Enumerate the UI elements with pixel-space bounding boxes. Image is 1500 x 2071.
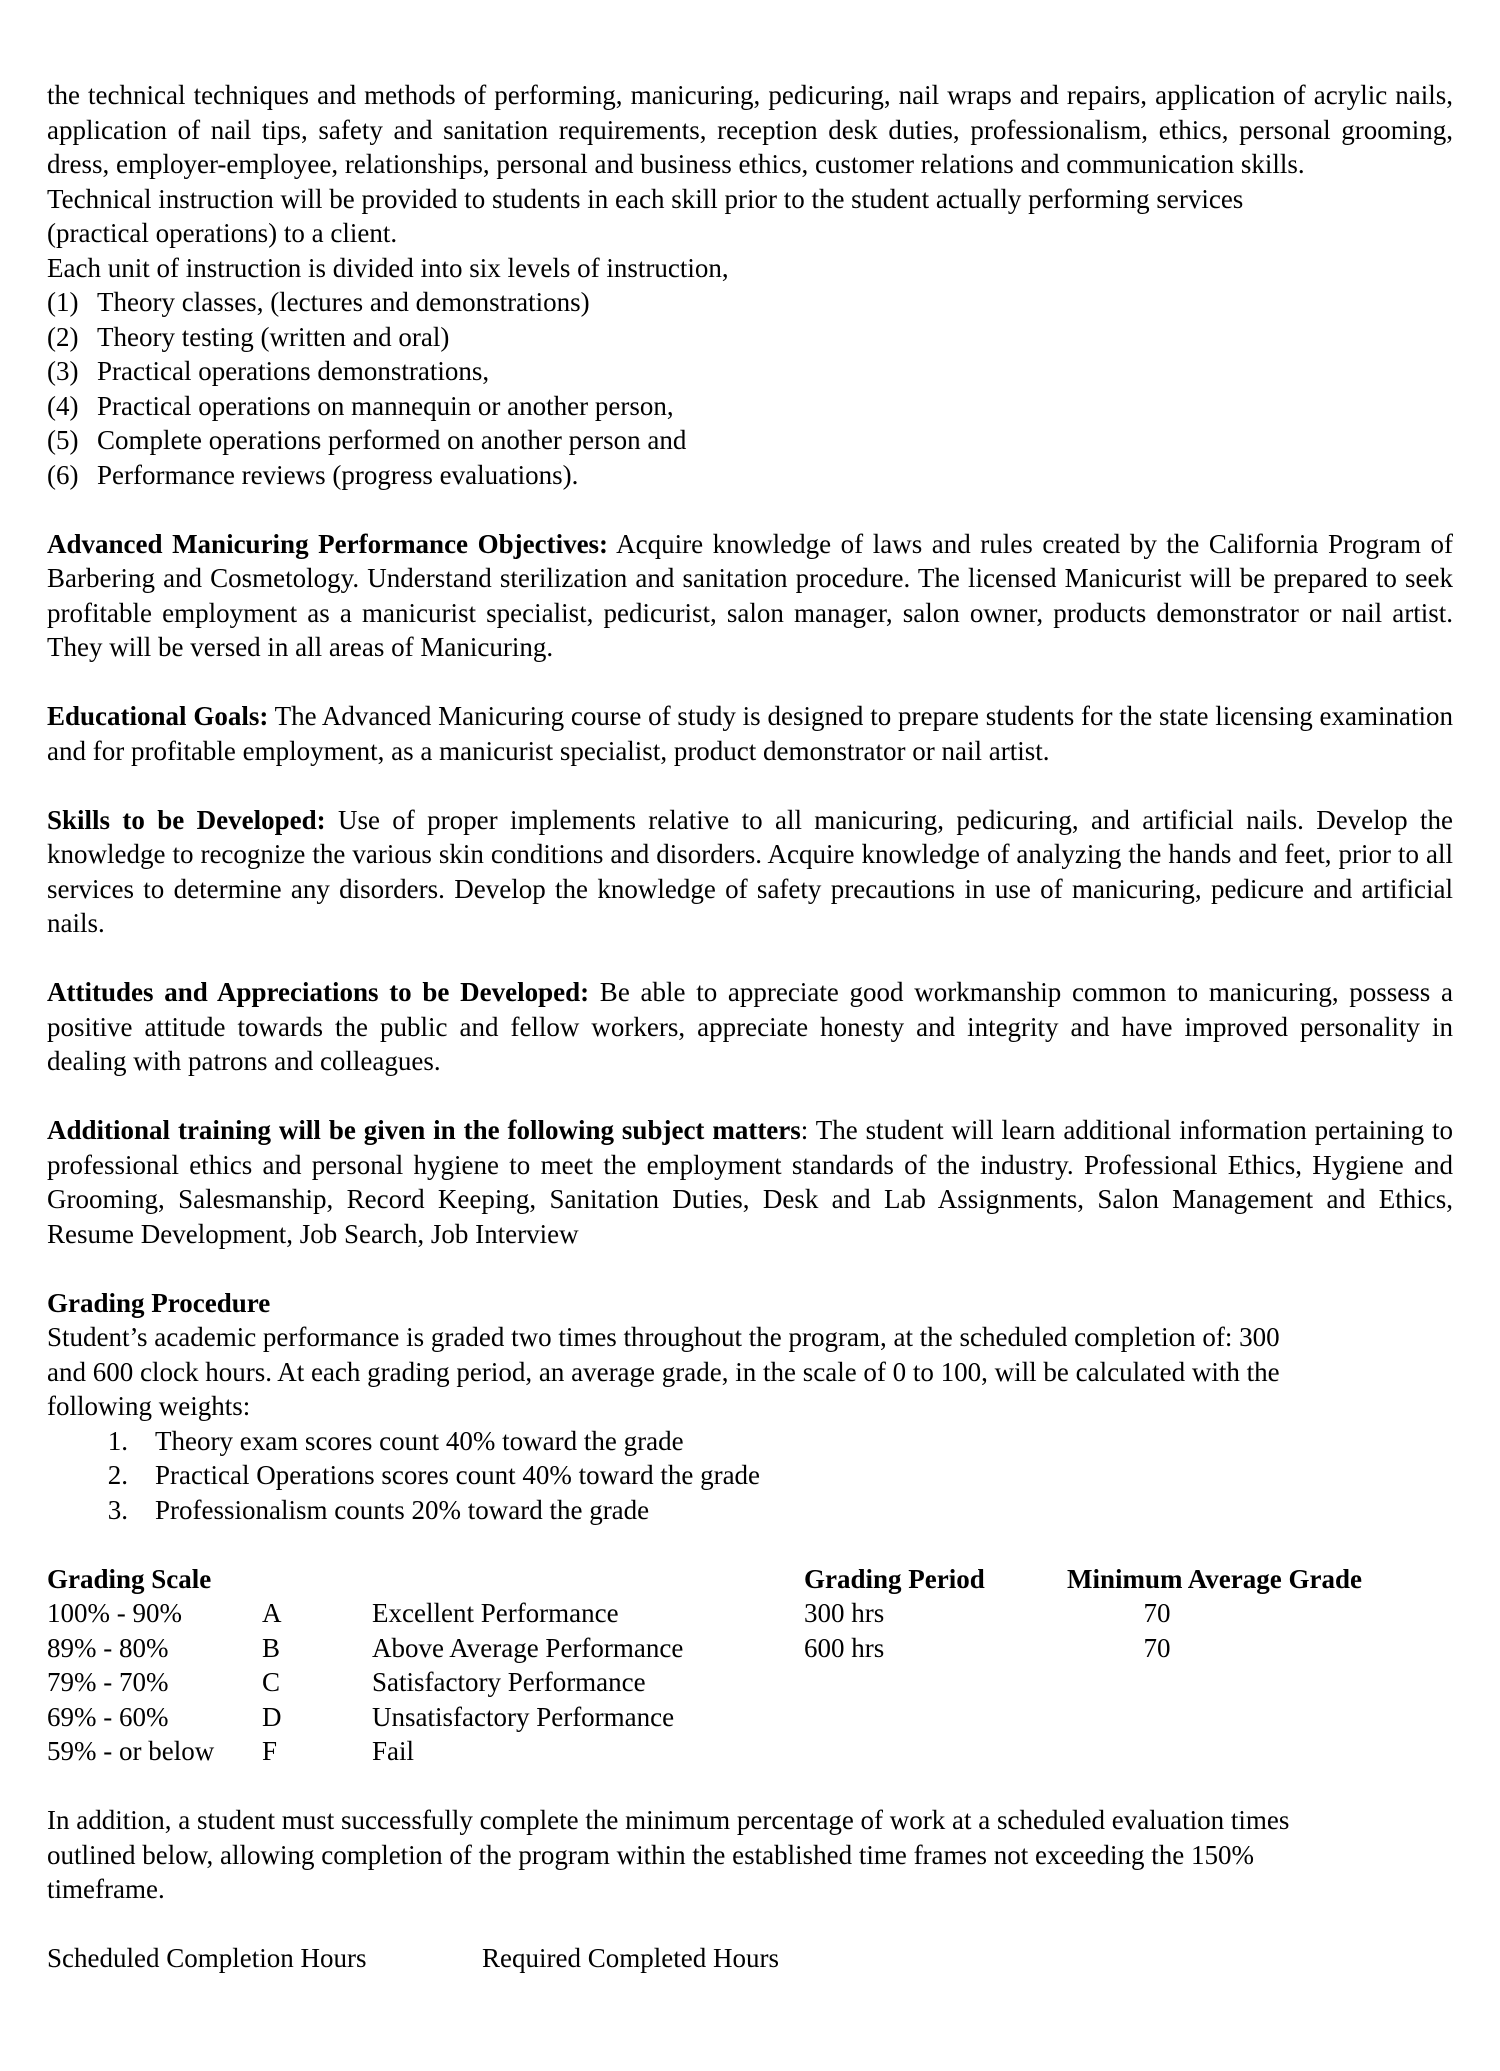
section-skills <box>47 803 1453 941</box>
grading-period: 300 hrs <box>804 1598 885 1628</box>
list-item <box>47 354 1453 389</box>
intro-text: the technical techniques and methods of performing, manicuring, pedicuring, nail wraps and repairs, application of acrylic nails, application of nail tips, safety and sanitation requirements, reception desk duties, professionalism, ethics, personal grooming, dress, employer-employee, relationships, personal and business ethics, customer relations and communication skills. <box>47 80 1453 179</box>
list-item <box>47 1424 1453 1459</box>
section-heading: Skills to be Developed: <box>47 804 326 835</box>
grade-range: 79% - 70% <box>47 1667 169 1697</box>
hours-table-header <box>47 1941 1453 1976</box>
section-heading: Attitudes and Appreciations to be Developed: <box>47 977 590 1007</box>
addition-paragraph <box>47 1803 1453 1907</box>
required-completed-hours-heading: Required Completed Hours <box>482 1943 779 1973</box>
grade-range: 59% - or below <box>47 1736 215 1766</box>
grade-range: 100% - 90% <box>47 1598 182 1628</box>
section-performance-objectives <box>47 527 1453 665</box>
spacer <box>47 1527 1453 1562</box>
spacer <box>47 665 1453 700</box>
level-text: Performance reviews (progress evaluations). <box>97 459 579 490</box>
grade-description: Unsatisfactory Performance <box>372 1701 675 1732</box>
grading-procedure-line-3: following weights: <box>47 1391 251 1421</box>
addition-line-1: In addition, a student must successfully complete the minimum percentage of work at a scheduled evaluation times <box>47 1805 1290 1835</box>
grade-letter: D <box>262 1701 282 1732</box>
grading-period: 600 hrs <box>804 1632 885 1663</box>
level-text: Practical operations on mannequin or another person, <box>97 390 674 421</box>
document-page <box>47 78 1453 1976</box>
spacer <box>47 1769 1453 1804</box>
grade-letter: A <box>262 1598 282 1628</box>
addition-line-3: timeframe. <box>47 1874 165 1904</box>
level-number: (1) <box>47 287 79 317</box>
section-body: Acquire knowledge of laws and rules created by the California Program of Barbering and Cosmetology. Understand sterilization and sanitation procedure. The licensed Manicurist will be prepared to seek profitable employment as a manicurist specialist, pedicurist, salon manager, salon owner, products demonstrator or nail artist. They will be versed in all areas of Manicuring. <box>47 528 1453 662</box>
list-item <box>47 285 1453 320</box>
weight-text: Professionalism counts 20% toward the grade <box>155 1494 650 1525</box>
technical-instruction-line-2: (practical operations) to a client. <box>47 218 398 248</box>
list-item <box>47 389 1453 424</box>
table-row <box>47 1700 1453 1735</box>
weight-number: 3. <box>107 1494 128 1525</box>
section-heading: Additional training will be given in the following subject matters <box>47 1115 801 1145</box>
section-attitudes <box>47 975 1453 1079</box>
levels-intro: Each unit of instruction is divided into six levels of instruction, <box>47 252 729 283</box>
addition-line-2: outlined below, allowing completion of the program within the established time frames not exceeding the 150% <box>47 1839 1254 1870</box>
technical-instruction-paragraph <box>47 182 1453 286</box>
grading-procedure-line-1: Student’s academic performance is graded two times throughout the program, at the scheduled completion of: 300 <box>47 1322 1280 1352</box>
instruction-levels-list <box>47 285 1453 492</box>
grading-scale-table <box>47 1562 1453 1769</box>
minimum-grade: 70 <box>1143 1598 1171 1628</box>
minimum-grade-heading: Minimum Average Grade <box>1067 1563 1362 1594</box>
grade-description: Excellent Performance <box>372 1598 619 1628</box>
grade-range: 69% - 60% <box>47 1701 169 1732</box>
list-item <box>47 423 1453 458</box>
scheduled-completion-hours-heading: Scheduled Completion Hours <box>47 1943 367 1973</box>
spacer <box>47 1251 1453 1286</box>
grade-letter: F <box>262 1736 278 1766</box>
spacer <box>47 768 1453 803</box>
grading-procedure <box>47 1286 1453 1424</box>
section-body: : The student will learn additional information pertaining to professional ethics and personal hygiene to meet the employment standards of the industry. Professional Ethics, Hygiene and Grooming, Salesmanship, Record Keeping, Sanitation Duties, Desk and Lab Assignments, Salon Management and Ethics, Resume Development, Job Search, Job Interview <box>47 1115 1454 1249</box>
level-text: Complete operations performed on another person and <box>97 425 687 455</box>
technical-instruction-line-1: Technical instruction will be provided to students in each skill prior to the student actually performing services <box>47 183 1244 214</box>
section-additional-training <box>47 1113 1453 1251</box>
weight-number: 1. <box>107 1425 128 1456</box>
minimum-grade: 70 <box>1143 1632 1171 1663</box>
level-number: (4) <box>47 390 79 421</box>
spacer <box>47 941 1453 976</box>
level-number: (2) <box>47 321 79 352</box>
list-item <box>47 320 1453 355</box>
table-header-row <box>47 1562 1453 1597</box>
grading-period-heading: Grading Period <box>804 1563 985 1594</box>
section-body: Use of proper implements relative to all manicuring, pedicuring, and artificial nails. Develop the knowledge to recognize the various skin conditions and disorders. Acquire knowledge of analyzing the hands and feet, prior to all services to determine any disorders. Develop the knowledge of safety precautions in use of manicuring, pedicure and artificial nails. <box>47 804 1453 938</box>
list-item <box>47 1493 1453 1528</box>
section-body: The Advanced Manicuring course of study is designed to prepare students for the state licensing examination and for profitable employment, as a manicurist specialist, product demonstrator or nail artist. <box>47 701 1453 766</box>
level-number: (5) <box>47 425 79 455</box>
level-number: (6) <box>47 459 79 490</box>
table-row <box>47 1631 1453 1666</box>
level-text: Practical operations demonstrations, <box>97 356 490 386</box>
section-educational-goals <box>47 699 1453 768</box>
intro-paragraph <box>47 78 1453 182</box>
spacer <box>47 1907 1453 1942</box>
section-heading: Educational Goals: <box>47 701 269 731</box>
table-row <box>47 1596 1453 1631</box>
level-number: (3) <box>47 356 79 386</box>
grade-letter: B <box>262 1632 281 1663</box>
spacer <box>47 1079 1453 1114</box>
grade-description: Above Average Performance <box>372 1632 684 1663</box>
grading-scale-heading: Grading Scale <box>47 1563 212 1594</box>
section-heading: Advanced Manicuring Performance Objectives: <box>47 528 609 559</box>
grade-range: 89% - 80% <box>47 1632 169 1663</box>
list-item <box>47 458 1453 493</box>
level-text: Theory testing (written and oral) <box>97 321 450 352</box>
table-row <box>47 1665 1453 1700</box>
grading-procedure-heading: Grading Procedure <box>47 1287 271 1318</box>
grade-description: Satisfactory Performance <box>372 1667 646 1697</box>
level-text: Theory classes, (lectures and demonstrations) <box>97 287 590 317</box>
grade-letter: C <box>262 1667 281 1697</box>
grading-procedure-line-2: and 600 clock hours. At each grading period, an average grade, in the scale of 0 to 100, will be calculated with the <box>47 1356 1280 1387</box>
grading-weights-list <box>47 1424 1453 1528</box>
table-row <box>47 1734 1453 1769</box>
spacer <box>47 492 1453 527</box>
weight-number: 2. <box>107 1460 128 1490</box>
grade-description: Fail <box>372 1736 415 1766</box>
weight-text: Theory exam scores count 40% toward the grade <box>155 1425 684 1456</box>
list-item <box>47 1458 1453 1493</box>
weight-text: Practical Operations scores count 40% toward the grade <box>155 1460 761 1490</box>
section-body: Be able to appreciate good workmanship common to manicuring, possess a positive attitude towards the public and fellow workers, appreciate honesty and integrity and have improved personality in dealing with patrons and colleagues. <box>47 977 1453 1076</box>
